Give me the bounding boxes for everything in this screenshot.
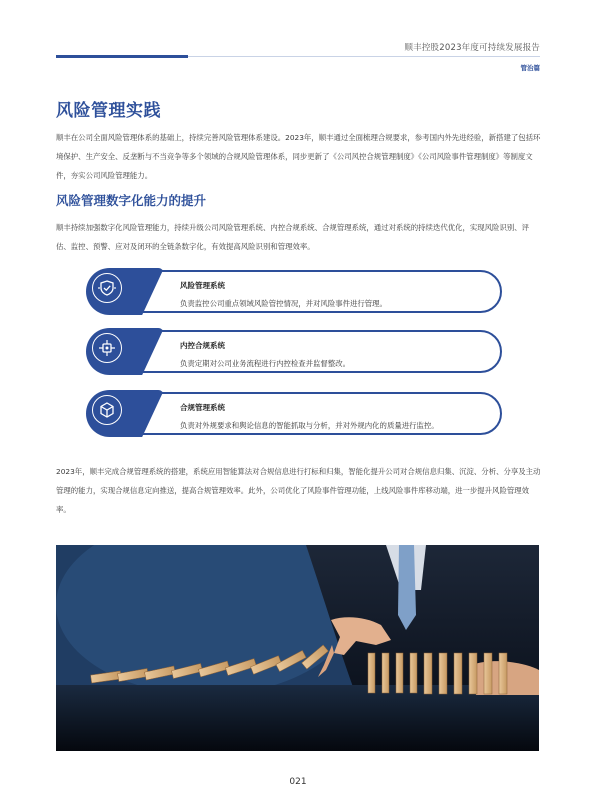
cube-icon xyxy=(92,395,122,425)
closing-paragraph: 2023年，顺丰完成合规管理系统的搭建，系统应用智能算法对合规信息进行打标和归集，智能化提升公司对合规信息归集、沉淀、分析、分享及主动管理的能力，实现合规信息定向推送，提高合规管理效率。此外，公司优化了风险事件管理功能，上线风险事件库移动端，进一步提升风险管理效率。 xyxy=(56,467,541,514)
page-number: 021 xyxy=(289,777,307,787)
card-icon-background xyxy=(86,328,164,375)
system-card-risk-management xyxy=(88,270,502,313)
shield-icon xyxy=(92,273,122,303)
report-title: 顺丰控股2023年度可持续发展报告 xyxy=(404,43,540,53)
system-description: 负责对外规要求和舆论信息的智能抓取与分析，并对外规内化的质量进行监控。 xyxy=(180,421,439,430)
digital-capability-paragraph: 顺丰持续加强数字化风险管理能力，持续升级公司风险管理系统、内控合规系统、合规管理系统，通过对系统的持续迭代优化，实现风险识别、评估、监控、预警、应对及闭环的全链条数字化，有效提高风险识别和管理效率。 xyxy=(56,223,530,251)
domino-photo xyxy=(56,545,539,751)
system-name: 风险管理系统 xyxy=(180,281,225,290)
system-description: 负责监控公司重点领域风险管控情况，并对风险事件进行管理。 xyxy=(180,299,387,308)
system-name: 内控合规系统 xyxy=(180,341,225,350)
system-card-internal-control xyxy=(88,330,502,373)
network-node-icon xyxy=(92,333,122,363)
card-icon-background xyxy=(86,268,164,315)
system-description: 负责定期对公司业务流程进行内控检查并监督整改。 xyxy=(180,359,350,368)
section-subtitle: 风险管理数字化能力的提升 xyxy=(56,193,207,208)
header-accent-bar xyxy=(56,55,188,58)
section-label: 管治篇 xyxy=(520,64,540,72)
system-name: 合规管理系统 xyxy=(180,403,225,412)
system-card-compliance-management xyxy=(88,392,502,435)
intro-paragraph: 顺丰在公司全面风险管理体系的基础上，持续完善风险管理体系建设。2023年，顺丰通过全面梳理合规要求，参考国内外先进经验，新搭建了包括环境保护、生产安全、反垄断与不当竞争等多个领域的合规风险管理体系，同步更新了《公司风控合规管理制度》《公司风险事件管理制度》等制度文件，夯实公司风险管理能力。 xyxy=(56,133,541,180)
card-icon-background xyxy=(86,390,164,437)
page-title: 风险管理实践 xyxy=(56,101,161,121)
